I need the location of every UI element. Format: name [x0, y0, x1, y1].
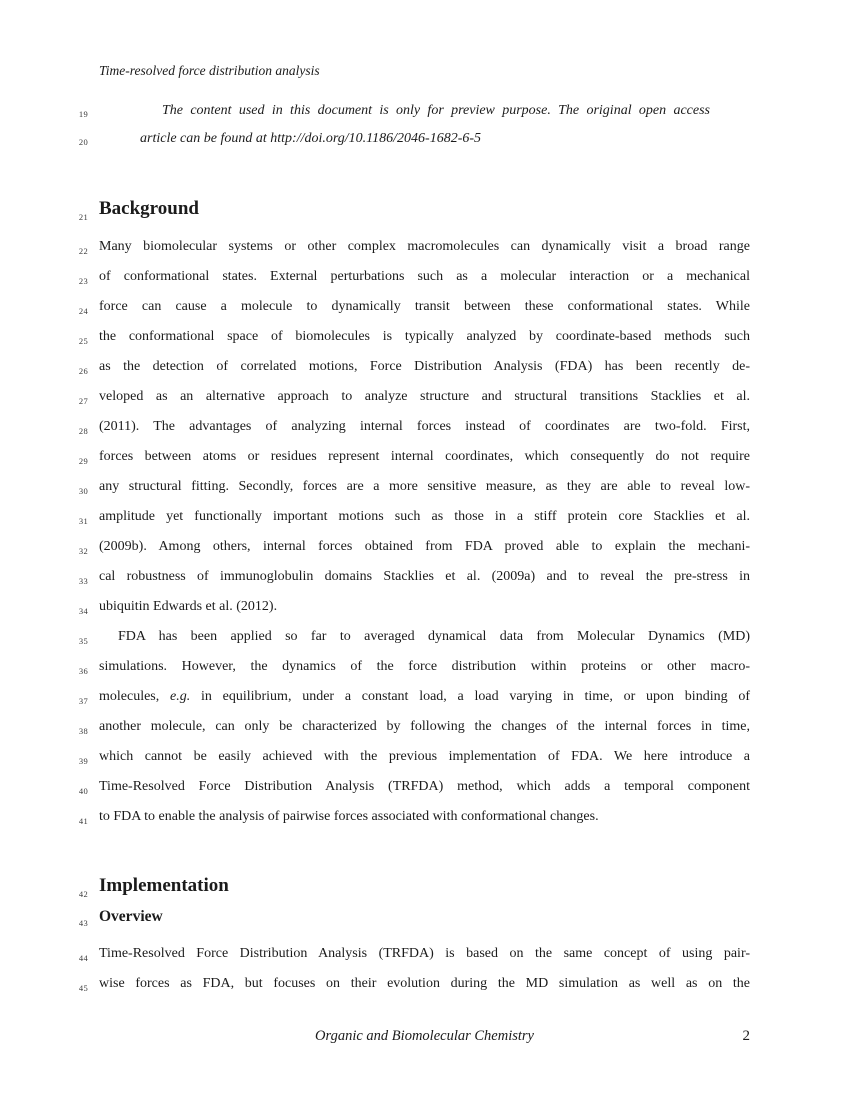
line-number: 33: [78, 576, 88, 586]
line-number: 20: [78, 137, 88, 147]
line-number: 24: [78, 306, 88, 316]
text-line: [78, 472, 750, 502]
line-number: 42: [78, 889, 88, 899]
body-text: the conformational space of biomolecules is typically analyzed by coordinate-based methods such: [99, 329, 750, 344]
text-line: [78, 292, 750, 322]
text-line: [78, 382, 750, 412]
line-number: 29: [78, 456, 88, 466]
line-number: 28: [78, 426, 88, 436]
body-text: cal robustness of immunoglobulin domains Stacklies et al. (2009a) and to reveal the pre-stress in: [99, 569, 750, 584]
text-line: [78, 232, 750, 262]
line-number: 34: [78, 606, 88, 616]
body-text: simulations. However, the dynamics of the force distribution within proteins or other macro-: [99, 659, 750, 674]
line-number: 37: [78, 696, 88, 706]
page-footer: [99, 1026, 750, 1046]
body-text: to FDA to enable the analysis of pairwise forces associated with conformational changes.: [99, 809, 599, 824]
section-heading-implementation: [78, 874, 229, 899]
text-line: [78, 502, 750, 532]
text-line: [78, 592, 750, 622]
body-text: any structural fitting. Secondly, forces are a more sensitive measure, as they are able to reveal low-: [99, 479, 750, 494]
line-number: 30: [78, 486, 88, 496]
line-number: 31: [78, 516, 88, 526]
body-text: wise forces as FDA, but focuses on their evolution during the MD simulation as well as on the: [99, 976, 750, 991]
text-line: [78, 712, 750, 742]
line-number: 44: [78, 953, 88, 963]
body-text: as the detection of correlated motions, Force Distribution Analysis (FDA) has been recently de-: [99, 359, 750, 374]
text-line: [78, 322, 750, 352]
subsection-heading-overview: [78, 906, 163, 928]
text-line: [78, 682, 750, 712]
body-text: molecules,: [99, 689, 171, 704]
body-text: force can cause a molecule to dynamically transit between these conformational states. While: [99, 299, 750, 314]
text-line: [78, 939, 750, 969]
line-number: 32: [78, 546, 88, 556]
line-number: 23: [78, 276, 88, 286]
line-number: 25: [78, 336, 88, 346]
body-text: which cannot be easily achieved with the previous implementation of FDA. We here introduce a: [99, 749, 750, 764]
line-number: 45: [78, 983, 88, 993]
text-line: [78, 97, 710, 125]
text-line: [78, 772, 750, 802]
preview-notice-doi: article can be found at http://doi.org/10.1186/2046-1682-6-5: [140, 131, 482, 146]
background-section-body: [78, 232, 750, 832]
text-line: [78, 125, 710, 153]
line-number: 39: [78, 756, 88, 766]
line-number: 43: [78, 918, 88, 928]
body-text: Time-Resolved Force Distribution Analysis (TRFDA) is based on the same concept of using pair-: [99, 946, 750, 961]
implementation-section-body: [78, 939, 750, 999]
line-number: 26: [78, 366, 88, 376]
text-line: [78, 532, 750, 562]
body-text: (2011). The advantages of analyzing internal forces instead of coordinates are two-fold. First,: [99, 419, 750, 434]
text-line: [78, 969, 750, 999]
body-text: ubiquitin Edwards et al. (2012).: [99, 599, 278, 614]
line-number: 19: [78, 109, 88, 119]
page-number: 2: [742, 1028, 750, 1044]
line-number: 38: [78, 726, 88, 736]
body-text: Time-Resolved Force Distribution Analysis (TRFDA) method, which adds a temporal component: [99, 779, 750, 794]
body-text-emphasis: e.g.: [170, 689, 191, 704]
text-line: [78, 352, 750, 382]
text-line: [78, 742, 750, 772]
body-text: Many biomolecular systems or other complex macromolecules can dynamically visit a broad range: [99, 239, 750, 254]
preview-notice-text: The content used in this document is only for preview purpose. The original open access: [162, 103, 710, 118]
text-line: [78, 442, 750, 472]
subsection-heading-text: Overview: [99, 908, 163, 925]
line-number: 22: [78, 246, 88, 256]
text-line: [78, 802, 750, 832]
line-number: 27: [78, 396, 88, 406]
body-text: in equilibrium, under a constant load, a load varying in time, or upon binding of: [190, 689, 750, 704]
journal-name: Organic and Biomolecular Chemistry: [315, 1028, 534, 1044]
text-line: [78, 262, 750, 292]
body-text: of conformational states. External perturbations such as a molecular interaction or a mechanical: [99, 269, 750, 284]
line-number: 21: [78, 212, 88, 222]
body-text: veloped as an alternative approach to analyze structure and structural transitions Stacklies et al.: [99, 389, 750, 404]
line-number: 41: [78, 816, 88, 826]
preview-notice: [78, 97, 710, 153]
body-text: amplitude yet functionally important motions such as those in a stiff protein core Stacklies et al.: [99, 509, 750, 524]
line-number: 36: [78, 666, 88, 676]
running-head: Time-resolved force distribution analysis: [99, 63, 320, 78]
section-heading-background: [78, 197, 199, 222]
body-text: another molecule, can only be characterized by following the changes of the internal forces in time,: [99, 719, 750, 734]
line-number: 40: [78, 786, 88, 796]
text-line: [78, 412, 750, 442]
body-text: FDA has been applied so far to averaged dynamical data from Molecular Dynamics (MD): [118, 629, 750, 644]
body-text: forces between atoms or residues represent internal coordinates, which consequently do not require: [99, 449, 750, 464]
section-heading-text: Implementation: [99, 875, 229, 896]
text-line: [78, 622, 750, 652]
section-heading-text: Background: [99, 198, 199, 219]
text-line: [78, 652, 750, 682]
text-line: [78, 562, 750, 592]
body-text: (2009b). Among others, internal forces obtained from FDA proved able to explain the mechani-: [99, 539, 750, 554]
line-number: 35: [78, 636, 88, 646]
